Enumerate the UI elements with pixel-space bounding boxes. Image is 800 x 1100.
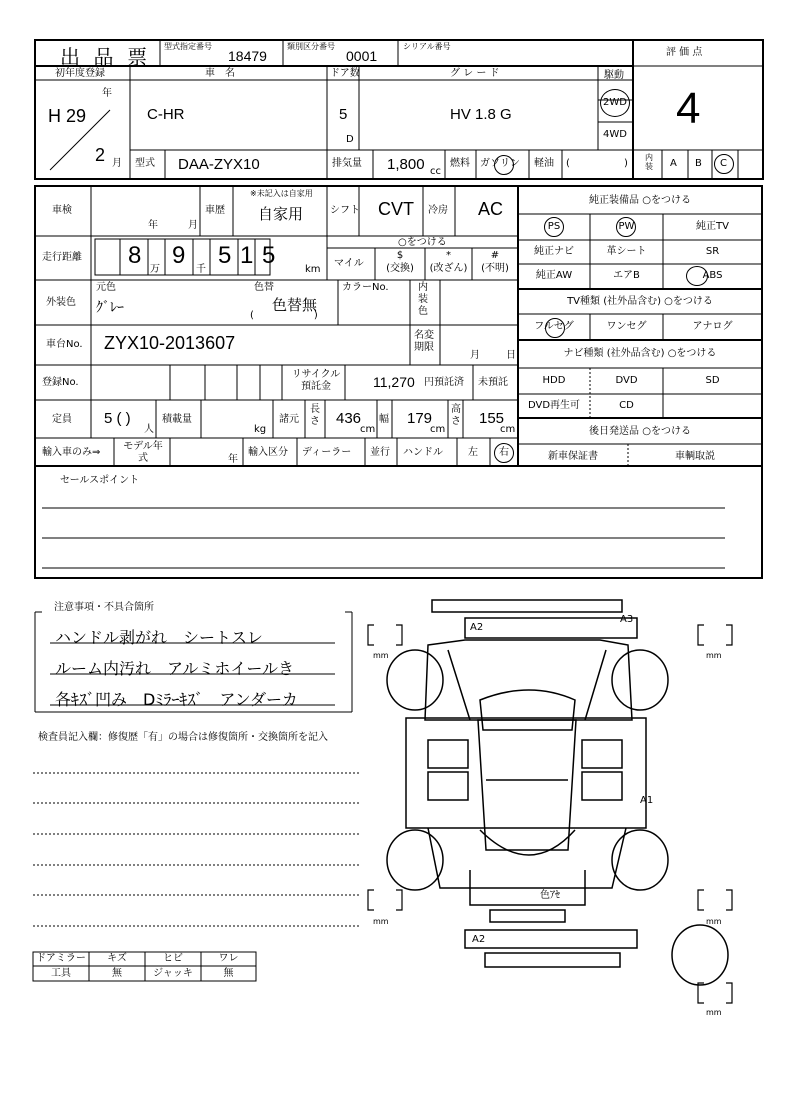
disp-unit: cc	[430, 166, 441, 177]
parallel-option: 並行	[370, 447, 390, 458]
equip-title: 純正装備品 ○をつける	[589, 195, 691, 206]
inspector-label: 検査員記入欄：修復歴「有」の場合は修復箇所・交換箇所を記入	[38, 732, 328, 743]
page-title: 出 品 票	[60, 47, 152, 69]
drive-2wd: 2WD	[603, 97, 627, 108]
after-manual: 車輌取説	[675, 451, 715, 462]
height-unit: cm	[500, 424, 516, 435]
class-code-label: 類別区分番号	[287, 42, 335, 51]
tbl-jack: ジャッキ	[153, 968, 193, 979]
import-label: 輸入車のみ⇒	[42, 447, 101, 458]
history-value: 自家用	[258, 206, 304, 223]
cooler-label: 冷房	[428, 205, 448, 216]
regno-label: 登録No.	[42, 377, 79, 388]
history-label: 車歴	[205, 205, 225, 216]
nav-sd: SD	[705, 375, 720, 386]
drive-label: 駆動	[604, 70, 624, 81]
interior-c: C	[720, 158, 727, 169]
after-title: 後日発送品 ○をつける	[589, 426, 691, 437]
equip-ps-circle	[544, 217, 564, 237]
reg-year: H 29	[48, 106, 87, 126]
serial-label: シリアル番号	[403, 42, 451, 51]
cap-label: 定員	[52, 414, 72, 425]
tv-fullseg-circle	[545, 318, 565, 338]
chassis-label: 車台No.	[46, 339, 83, 350]
equip-airbag: エアB	[613, 270, 640, 281]
diag-a1: A1	[640, 795, 654, 806]
equip-sr: SR	[705, 246, 720, 257]
cooler-value: AC	[478, 199, 504, 219]
width-unit: cm	[430, 424, 446, 435]
tbl-scratch: キズ	[107, 953, 127, 964]
history-note: ※未記入は自家用	[250, 189, 313, 198]
fuel-paren-open: (	[566, 158, 570, 169]
class-code: 0001	[346, 48, 378, 64]
inspect-month: 月	[188, 220, 198, 231]
notes-label: 注意事項・不具合箇所	[50, 602, 158, 614]
mileage-digit-5: 5	[262, 242, 276, 269]
mileage-digit-3: 5	[218, 242, 232, 269]
car-diagram	[387, 600, 728, 985]
drive-4wd: 4WD	[603, 129, 627, 140]
length-label: 長さ	[310, 404, 320, 427]
repaint-paren: ( )	[250, 310, 318, 321]
width-label: 幅	[379, 414, 389, 425]
interior-color-label: 内装色	[418, 282, 428, 317]
doors-value: 5	[339, 106, 348, 123]
name-change-month: 月	[470, 350, 480, 361]
score-value: 4	[676, 84, 701, 133]
reg-year-unit: 年	[102, 88, 112, 99]
handle-label: ハンドル	[403, 447, 443, 458]
interior-circle	[714, 154, 734, 174]
tire-rl-mm: mm	[373, 917, 389, 926]
mileage-man: 万	[150, 264, 160, 275]
reg-month: 2	[95, 145, 106, 165]
diag-irose: 色ｱｾ	[540, 890, 560, 901]
opt-tamper: (改ざん)	[429, 263, 468, 274]
handle-left: 左	[468, 447, 478, 458]
sales-point-label: セールスポイント	[60, 475, 140, 486]
nav-title: ナビ種類 (社外品含む) ○をつける	[563, 348, 717, 359]
opt-hash: #	[490, 250, 500, 261]
equip-abs-circle	[686, 266, 708, 286]
load-label: 積載量	[162, 414, 192, 425]
tv-title: TV種類 (社外品含む) ○をつける	[567, 296, 713, 307]
notes-line-3: 各ｷｽﾞ凹み Dﾐﾗｰｷｽﾞ アンダーカ	[55, 690, 298, 709]
grade-value: HV 1.8 G	[450, 106, 512, 123]
orig-color-label: 元色	[96, 282, 116, 293]
load-unit: kg	[254, 424, 267, 435]
mileage-digit-4: 1	[240, 242, 254, 269]
chassis-value: ZYX10-2013607	[104, 333, 236, 353]
tbl-tools: 工具	[51, 968, 71, 979]
nav-cd: CD	[619, 400, 634, 411]
disp-label: 排気量	[332, 158, 362, 169]
doors-sub: D	[346, 134, 354, 145]
after-warranty: 新車保証書	[548, 451, 598, 462]
opt-unknown: (不明)	[481, 263, 509, 274]
mile-option: マイル	[334, 258, 364, 269]
mileage-sen: 千	[196, 264, 206, 275]
tire-fl-mm: mm	[373, 651, 389, 660]
model-year-unit: 年	[228, 454, 238, 465]
import-kind-label: 輸入区分	[248, 447, 288, 458]
tv-fullseg: フルセグ	[534, 321, 574, 332]
model-code-label: 型式指定番号	[164, 42, 212, 51]
car-name-label: 車 名	[205, 68, 235, 79]
opt-dollar: $	[396, 250, 404, 261]
nav-dvd: DVD	[615, 375, 638, 386]
repaint-label: 色替	[254, 282, 274, 293]
grade-label: グ レ ー ド	[450, 68, 500, 79]
fuel-paren-close: )	[624, 158, 628, 169]
recycle-amount: 11,270	[373, 374, 415, 390]
recycle-deposited: 円預託済	[424, 377, 464, 388]
equip-tv: 純正TV	[696, 221, 729, 232]
opt-star: *	[446, 250, 451, 261]
disp-value: 1,800	[387, 156, 425, 173]
equip-navi: 純正ナビ	[534, 246, 574, 257]
notes-line-2: ルーム内汚れ アルミホイールき	[55, 659, 295, 678]
inspect-year: 年	[148, 220, 158, 231]
handle-circle	[494, 443, 514, 463]
tbl-crack: ヒビ	[163, 953, 183, 964]
tbl-break: ワレ	[218, 953, 239, 964]
equip-ps: PS	[547, 221, 561, 232]
name-change-label: 名変期限	[414, 330, 434, 353]
height-value: 155	[479, 410, 505, 427]
length-value: 436	[336, 410, 362, 427]
tire-rr-mm: mm	[706, 917, 722, 926]
mileage-digit-1: 8	[128, 242, 142, 269]
mileage-label: 走行距離	[42, 252, 82, 263]
diag-a2-rear: A2	[472, 934, 486, 945]
interior-label: 内装	[645, 153, 653, 171]
equip-abs: ABS	[702, 270, 723, 281]
tv-oneseg: ワンセグ	[606, 321, 647, 332]
tire-spare-mm: mm	[706, 1008, 722, 1017]
equip-leather: 革シート	[606, 246, 647, 257]
width-value: 179	[407, 410, 433, 427]
handle-right: 右	[499, 447, 509, 458]
doors-label: ドア数	[330, 68, 360, 79]
interior-a: A	[670, 158, 677, 169]
cap-person: 人	[144, 424, 154, 435]
mileage-unit: km	[305, 264, 321, 275]
tbl-jack-value: 無	[223, 968, 234, 979]
cap-value: 5 ( )	[104, 410, 131, 427]
tire-fr-mm: mm	[706, 651, 722, 660]
equip-pw: PW	[618, 221, 635, 232]
equip-pw-circle	[616, 217, 636, 237]
fuel-circle	[494, 155, 514, 175]
color-label: 外装色	[46, 297, 76, 308]
reg-label: 初年度登録	[55, 68, 105, 79]
tbl-tools-value: 無	[112, 968, 122, 979]
reg-month-unit: 月	[112, 158, 122, 169]
diag-a2-front: A2	[470, 622, 484, 633]
fuel-gasoline: ガソリン	[480, 158, 520, 169]
fuel-label: 燃料	[450, 158, 470, 169]
dealer-option: ディーラー	[302, 447, 352, 458]
mileage-circle-note: ○をつける	[398, 237, 447, 248]
drive-2wd-circle	[600, 89, 630, 117]
interior-b: B	[695, 158, 702, 169]
equip-aw: 純正AW	[535, 270, 573, 281]
recycle-undeposited: 未預託	[478, 377, 508, 388]
name-change-day: 日	[506, 350, 516, 361]
fuel-diesel: 軽油	[534, 158, 554, 169]
color-no-label: カラーNo.	[342, 282, 389, 293]
length-unit: cm	[360, 424, 376, 435]
inspect-label: 車検	[52, 205, 72, 216]
model-year-label: モデル年式	[123, 441, 163, 464]
opt-exchange: (交換)	[386, 263, 414, 274]
spec-label: 諸元	[279, 414, 299, 425]
mileage-digit-2: 9	[172, 242, 186, 269]
type-label: 型式	[135, 158, 155, 169]
diag-a3: A3	[620, 614, 634, 625]
recycle-label: リサイクル預託金	[291, 369, 341, 392]
notes-line-1: ハンドル剥がれ シートスレ	[55, 628, 263, 647]
model-code: 18479	[228, 48, 267, 64]
tbl-door-mirror: ドアミラー	[36, 953, 86, 964]
height-label: 高さ	[451, 404, 461, 427]
type-value: DAA-ZYX10	[178, 156, 260, 173]
orig-color-value: ｸﾞﾚｰ	[96, 300, 124, 316]
car-name: C-HR	[147, 106, 185, 123]
shift-value: CVT	[378, 199, 414, 219]
repaint-value: 色替無	[272, 297, 318, 314]
score-label: 評 価 点	[666, 47, 703, 58]
nav-dvd-play: DVD再生可	[527, 400, 581, 411]
tv-analog: アナログ	[692, 321, 733, 332]
shift-label: シフト	[330, 205, 360, 216]
nav-hdd: HDD	[542, 375, 566, 386]
